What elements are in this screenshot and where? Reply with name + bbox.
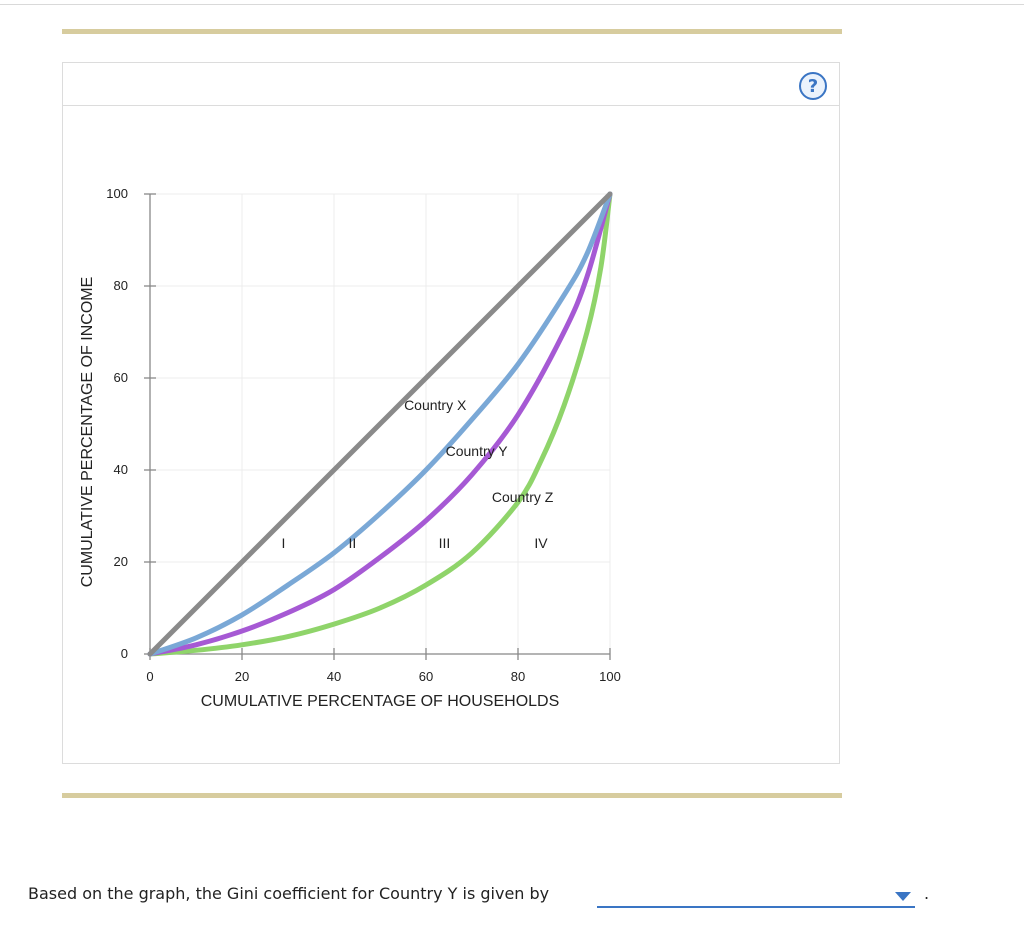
x-axis-label: CUMULATIVE PERCENTAGE OF HOUSEHOLDS	[200, 693, 560, 710]
annotation-i: I	[281, 535, 286, 552]
x-tick-label: 60	[418, 669, 434, 684]
series-lines	[150, 194, 610, 654]
y-tick-label: 100	[106, 186, 128, 201]
annotation-country-z: Country Z	[491, 489, 554, 506]
lorenz-chart	[62, 106, 840, 764]
y-tick-label: 0	[120, 646, 128, 661]
x-tick-label: 100	[599, 669, 621, 684]
y-tick-label: 40	[113, 462, 128, 477]
dropdown-arrow-icon	[895, 892, 911, 901]
country-x-curve	[150, 194, 610, 654]
section-top-bar	[62, 29, 842, 34]
top-divider	[0, 4, 1024, 5]
question-text: Based on the graph, the Gini coefficient for Country Y is given by	[28, 884, 550, 903]
section-bottom-bar	[62, 793, 842, 798]
x-tick-label: 0	[146, 669, 154, 684]
annotation-country-y: Country Y	[445, 443, 508, 460]
annotation-country-x: Country X	[404, 397, 467, 414]
help-icon[interactable]: ?	[799, 72, 827, 100]
y-axis-label: CUMULATIVE PERCENTAGE OF INCOME	[79, 276, 96, 588]
sentence-period: .	[924, 884, 930, 903]
x-tick-label: 40	[326, 669, 342, 684]
annotation-ii: II	[348, 535, 357, 552]
y-tick-label: 80	[113, 278, 128, 293]
y-tick-label: 20	[113, 554, 128, 569]
annotation-iii: III	[438, 535, 451, 552]
x-tick-label: 20	[234, 669, 250, 684]
annotation-iv: IV	[534, 535, 548, 552]
y-tick-label: 60	[113, 370, 128, 385]
gini-answer-dropdown[interactable]	[597, 884, 915, 908]
x-tick-label: 80	[510, 669, 526, 684]
